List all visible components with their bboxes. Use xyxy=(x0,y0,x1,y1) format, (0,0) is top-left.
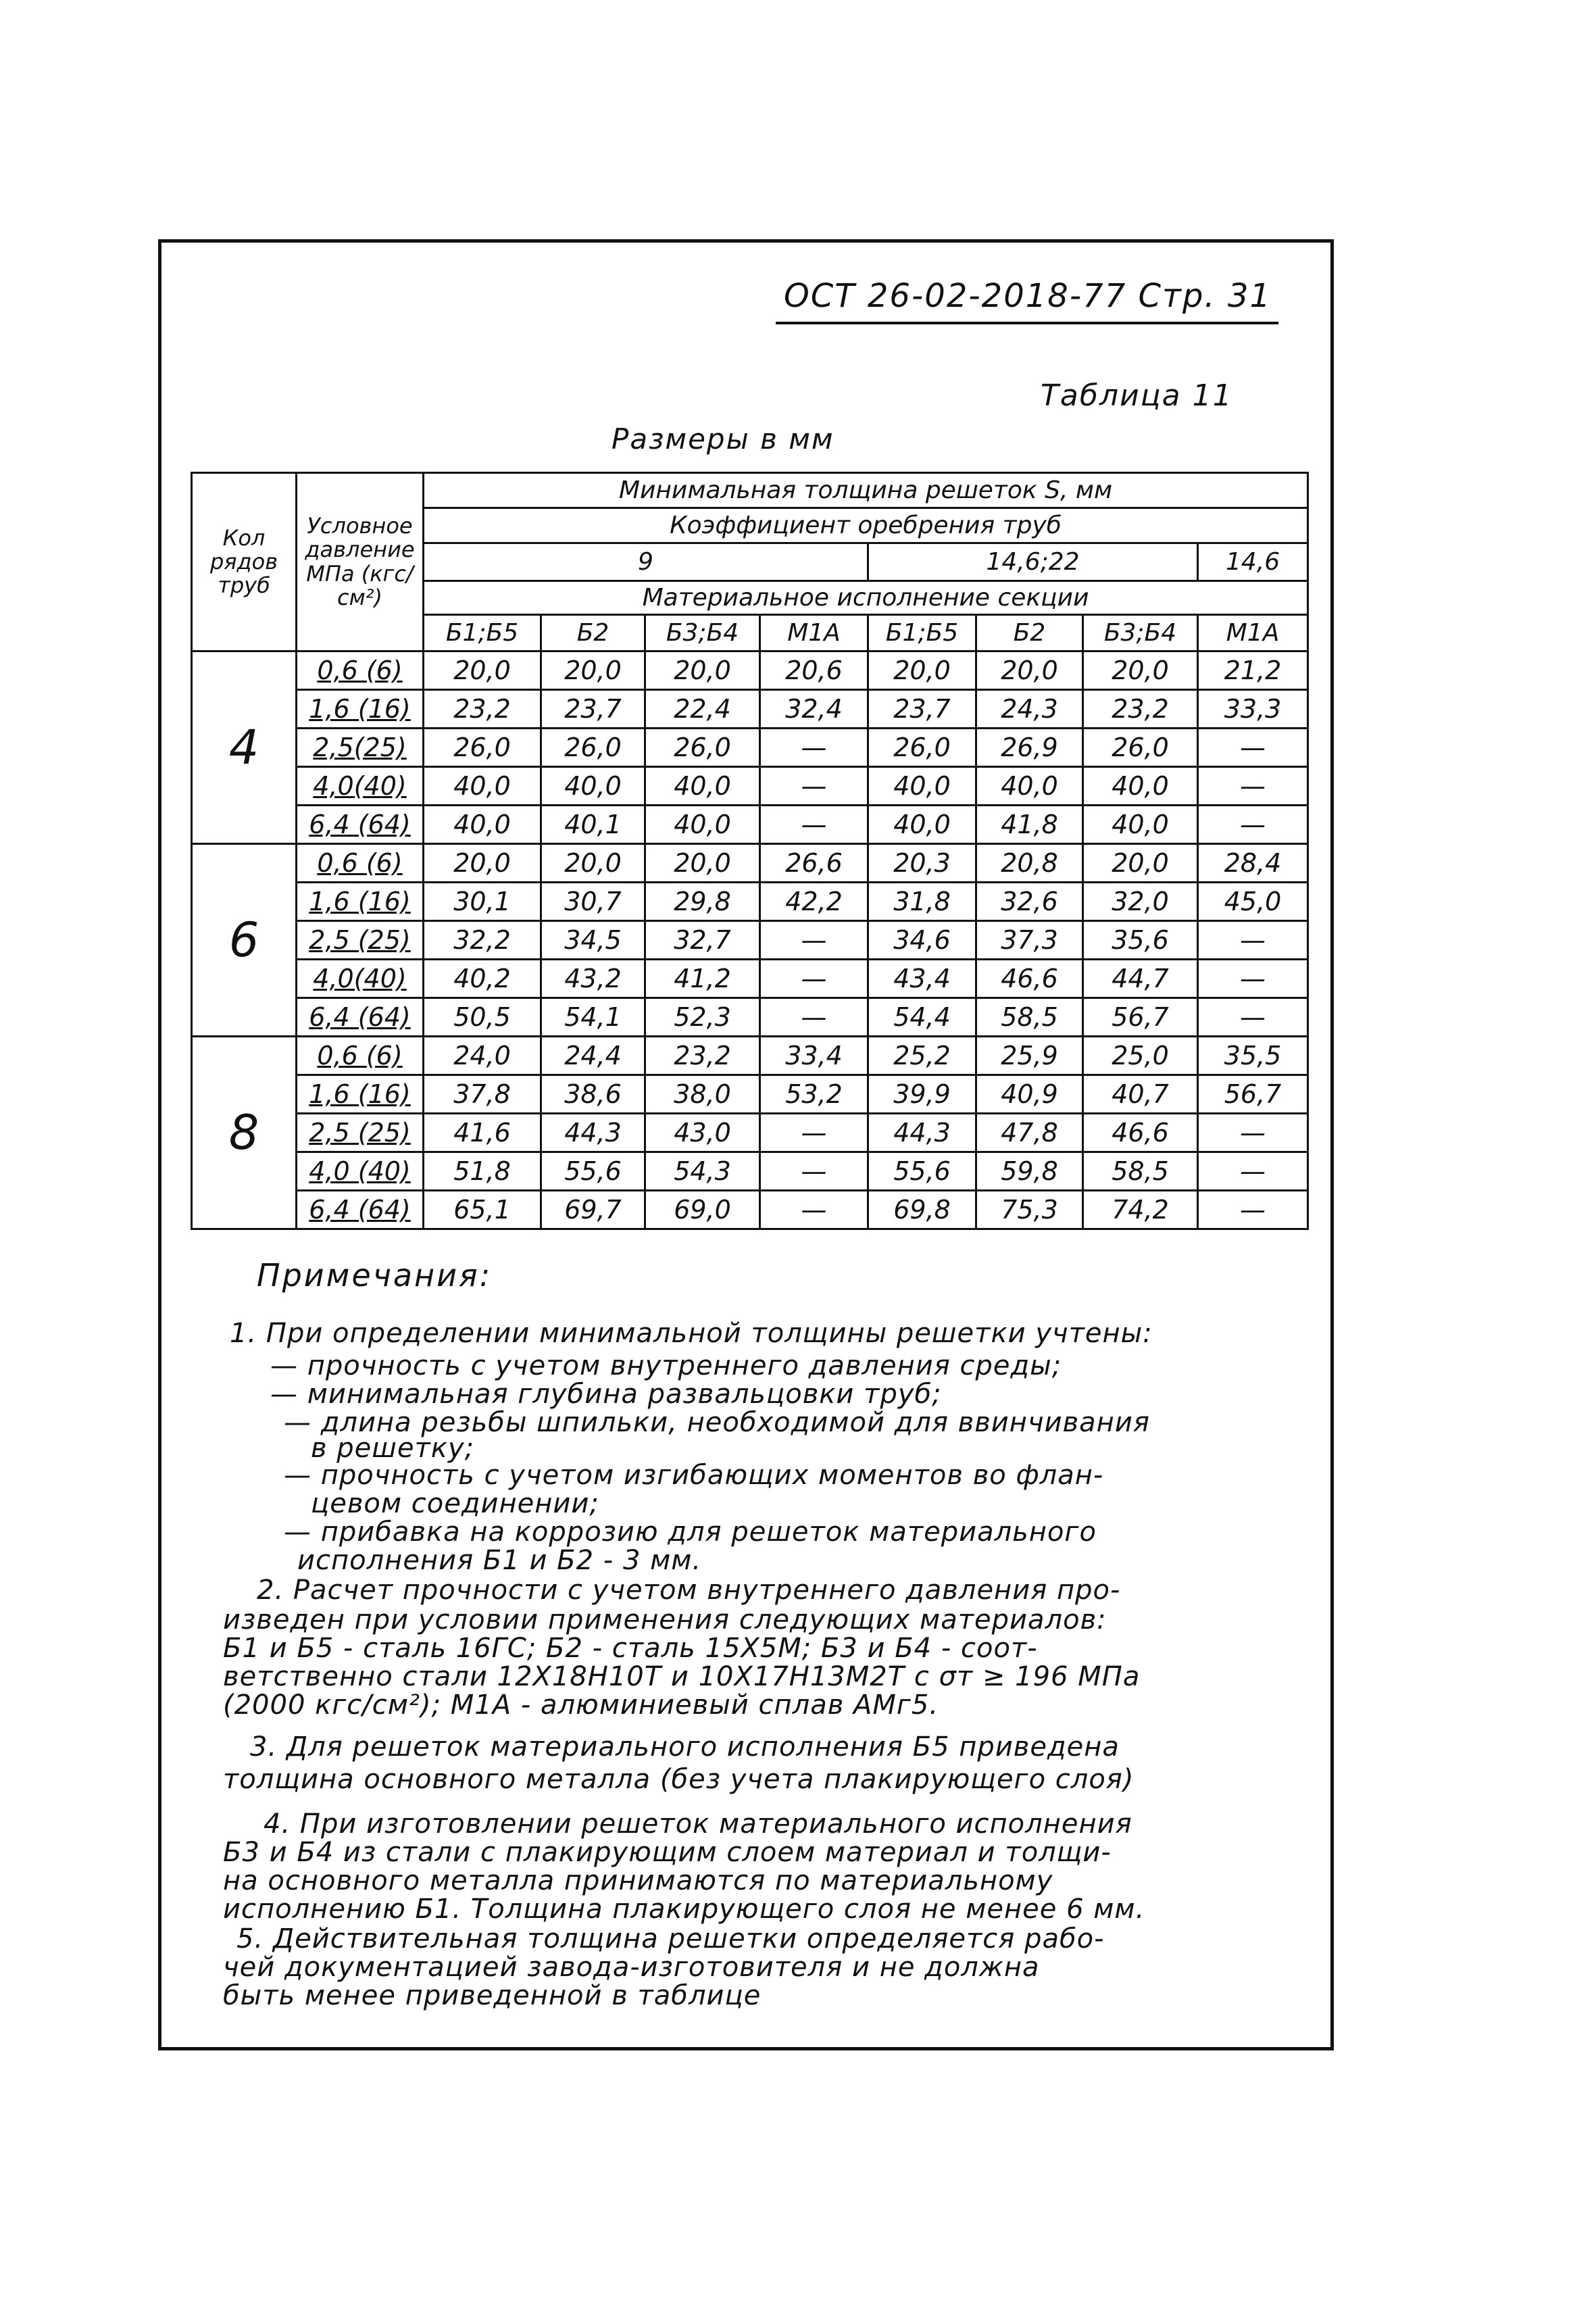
value-cell: — xyxy=(760,767,868,806)
value-cell: — xyxy=(760,1114,868,1152)
rows-count-cell: 8 xyxy=(192,1037,297,1229)
value-cell: 54,4 xyxy=(868,998,976,1037)
value-cell: 26,9 xyxy=(976,729,1083,767)
value-cell: 20,0 xyxy=(868,651,976,690)
value-cell: 46,6 xyxy=(976,960,1083,998)
value-cell: — xyxy=(1198,806,1308,844)
value-cell: 40,0 xyxy=(424,767,541,806)
note-line: Б3 и Б4 из стали с плакирующим слоем материал и толщи- xyxy=(223,1837,1112,1868)
note-line: 3. Для решеток материального исполнения Б5 приведена xyxy=(250,1731,1120,1763)
value-cell: 28,4 xyxy=(1198,844,1308,883)
value-cell: 69,7 xyxy=(541,1191,645,1229)
value-cell: — xyxy=(760,1152,868,1191)
pressure-cell: 0,6 (6) xyxy=(297,651,424,690)
table-row xyxy=(192,1152,1308,1191)
material-col: М1А xyxy=(760,615,868,651)
value-cell: 40,0 xyxy=(976,767,1083,806)
note-line: 2. Расчет прочности с учетом внутреннего давления про- xyxy=(257,1575,1121,1606)
value-cell: 22,4 xyxy=(645,690,760,729)
value-cell: 25,0 xyxy=(1083,1037,1198,1075)
material-col: М1А xyxy=(1198,615,1308,651)
value-cell: 26,0 xyxy=(868,729,976,767)
value-cell: 34,5 xyxy=(541,921,645,960)
value-cell: 20,8 xyxy=(976,844,1083,883)
pressure-cell: 6,4 (64) xyxy=(297,806,424,844)
rows-count-cell: 4 xyxy=(192,651,297,844)
table-row xyxy=(192,767,1308,806)
value-cell: 21,2 xyxy=(1198,651,1308,690)
value-cell: 74,2 xyxy=(1083,1191,1198,1229)
value-cell: — xyxy=(760,806,868,844)
value-cell: 75,3 xyxy=(976,1191,1083,1229)
value-cell: 40,0 xyxy=(645,806,760,844)
header-material: Материальное исполнение секции xyxy=(424,581,1308,615)
value-cell: 40,1 xyxy=(541,806,645,844)
rows-count-cell: 6 xyxy=(192,844,297,1037)
value-cell: 32,4 xyxy=(760,690,868,729)
table-row xyxy=(192,1191,1308,1229)
note-line: цевом соединении; xyxy=(311,1488,599,1519)
value-cell: 26,0 xyxy=(645,729,760,767)
value-cell: 37,3 xyxy=(976,921,1083,960)
header-coefficient: Коэффициент оребрения труб xyxy=(424,508,1308,543)
value-cell: 20,0 xyxy=(645,651,760,690)
value-cell: 54,3 xyxy=(645,1152,760,1191)
value-cell: 52,3 xyxy=(645,998,760,1037)
material-col: Б3;Б4 xyxy=(645,615,760,651)
value-cell: 69,0 xyxy=(645,1191,760,1229)
note-line: — минимальная глубина развальцовки труб; xyxy=(270,1379,942,1410)
value-cell: 55,6 xyxy=(541,1152,645,1191)
value-cell: — xyxy=(760,998,868,1037)
note-line: в решетку; xyxy=(311,1433,475,1464)
value-cell: — xyxy=(1198,998,1308,1037)
value-cell: 33,4 xyxy=(760,1037,868,1075)
value-cell: 41,8 xyxy=(976,806,1083,844)
value-cell: 20,0 xyxy=(541,651,645,690)
value-cell: 20,0 xyxy=(1083,651,1198,690)
note-line: ветственно стали 12Х18Н10Т и 10Х17Н13М2Т с σт ≥ 196 МПа xyxy=(223,1661,1141,1692)
note-line: (2000 кгс/см²); М1А - алюминиевый сплав АМг5. xyxy=(223,1690,939,1721)
value-cell: 50,5 xyxy=(424,998,541,1037)
table-row xyxy=(192,651,1308,690)
table-row xyxy=(192,806,1308,844)
material-col: Б1;Б5 xyxy=(424,615,541,651)
table-body xyxy=(192,651,1308,1229)
value-cell: 35,6 xyxy=(1083,921,1198,960)
value-cell: 69,8 xyxy=(868,1191,976,1229)
header-pressure: Условное давление МПа (кгс/см²) xyxy=(297,473,424,651)
value-cell: — xyxy=(1198,1114,1308,1152)
value-cell: 51,8 xyxy=(424,1152,541,1191)
value-cell: 40,0 xyxy=(1083,767,1198,806)
header-rule xyxy=(776,322,1278,324)
note-line: — прочность с учетом изгибающих моментов во флан- xyxy=(284,1460,1104,1491)
value-cell: 20,0 xyxy=(1083,844,1198,883)
material-col: Б2 xyxy=(541,615,645,651)
value-cell: 41,2 xyxy=(645,960,760,998)
value-cell: 33,3 xyxy=(1198,690,1308,729)
value-cell: 38,6 xyxy=(541,1075,645,1114)
value-cell: 40,2 xyxy=(424,960,541,998)
pressure-cell: 4,0(40) xyxy=(297,960,424,998)
value-cell: 40,0 xyxy=(1083,806,1198,844)
note-line: — прочность с учетом внутреннего давления среды; xyxy=(270,1350,1062,1381)
value-cell: 32,6 xyxy=(976,883,1083,921)
note-line: 5. Действительная толщина решетки определяется рабо- xyxy=(236,1923,1105,1954)
value-cell: 58,5 xyxy=(976,998,1083,1037)
value-cell: 32,0 xyxy=(1083,883,1198,921)
value-cell: 53,2 xyxy=(760,1075,868,1114)
table-row xyxy=(192,960,1308,998)
value-cell: 26,0 xyxy=(1083,729,1198,767)
value-cell: 23,7 xyxy=(541,690,645,729)
value-cell: 44,3 xyxy=(541,1114,645,1152)
pressure-cell: 1,6 (16) xyxy=(297,1075,424,1114)
value-cell: 42,2 xyxy=(760,883,868,921)
value-cell: 40,0 xyxy=(868,806,976,844)
note-line: исполнению Б1. Толщина плакирующего слоя не менее 6 мм. xyxy=(223,1894,1145,1925)
value-cell: — xyxy=(1198,1152,1308,1191)
header-min-thickness: Минимальная толщина решеток S, мм xyxy=(424,473,1308,508)
value-cell: 40,7 xyxy=(1083,1075,1198,1114)
value-cell: — xyxy=(760,729,868,767)
value-cell: 20,0 xyxy=(541,844,645,883)
value-cell: 24,0 xyxy=(424,1037,541,1075)
value-cell: 20,0 xyxy=(424,651,541,690)
value-cell: 30,7 xyxy=(541,883,645,921)
coef-group-2: 14,6;22 xyxy=(868,543,1198,581)
pressure-cell: 4,0(40) xyxy=(297,767,424,806)
value-cell: 35,5 xyxy=(1198,1037,1308,1075)
table-row xyxy=(192,844,1308,883)
value-cell: 40,0 xyxy=(541,767,645,806)
value-cell: 20,0 xyxy=(424,844,541,883)
value-cell: 40,9 xyxy=(976,1075,1083,1114)
value-cell: 30,1 xyxy=(424,883,541,921)
note-line: — длина резьбы шпильки, необходимой для ввинчивания xyxy=(284,1407,1150,1438)
table-row xyxy=(192,690,1308,729)
value-cell: 32,7 xyxy=(645,921,760,960)
table-row xyxy=(192,1075,1308,1114)
value-cell: — xyxy=(760,921,868,960)
value-cell: 40,0 xyxy=(868,767,976,806)
table-row xyxy=(192,1037,1308,1075)
value-cell: 23,7 xyxy=(868,690,976,729)
table-title: Таблица 11 xyxy=(1041,378,1233,413)
note-line: изведен при условии применения следующих материалов: xyxy=(223,1604,1107,1635)
value-cell: 20,0 xyxy=(645,844,760,883)
note-line: 4. При изготовлении решеток материального исполнения xyxy=(264,1808,1132,1840)
material-col: Б2 xyxy=(976,615,1083,651)
value-cell: 24,4 xyxy=(541,1037,645,1075)
value-cell: 56,7 xyxy=(1083,998,1198,1037)
value-cell: 31,8 xyxy=(868,883,976,921)
pressure-cell: 1,6 (16) xyxy=(297,690,424,729)
value-cell: 20,3 xyxy=(868,844,976,883)
value-cell: 41,6 xyxy=(424,1114,541,1152)
note-line: 1. При определении минимальной толщины решетки учтены: xyxy=(230,1318,1153,1349)
value-cell: 23,2 xyxy=(1083,690,1198,729)
note-line: чей документацией завода-изготовителя и не должна xyxy=(223,1952,1040,1983)
material-col: Б3;Б4 xyxy=(1083,615,1198,651)
note-line: — прибавка на коррозию для решеток материального xyxy=(284,1517,1097,1548)
pressure-cell: 4,0 (40) xyxy=(297,1152,424,1191)
units-caption: Размеры в мм xyxy=(612,422,834,456)
value-cell: 26,0 xyxy=(424,729,541,767)
material-col: Б1;Б5 xyxy=(868,615,976,651)
table-row xyxy=(192,921,1308,960)
value-cell: 65,1 xyxy=(424,1191,541,1229)
value-cell: — xyxy=(1198,767,1308,806)
pressure-cell: 2,5(25) xyxy=(297,729,424,767)
value-cell: 47,8 xyxy=(976,1114,1083,1152)
document-code: ОСТ 26-02-2018-77 Стр. 31 xyxy=(784,277,1272,315)
pressure-cell: 6,4 (64) xyxy=(297,998,424,1037)
value-cell: 26,6 xyxy=(760,844,868,883)
value-cell: 23,2 xyxy=(645,1037,760,1075)
value-cell: 43,4 xyxy=(868,960,976,998)
thickness-table xyxy=(191,472,1309,1230)
value-cell: 40,0 xyxy=(424,806,541,844)
header-rows-count: Кол рядов труб xyxy=(192,473,297,651)
table-row xyxy=(192,1114,1308,1152)
value-cell: 37,8 xyxy=(424,1075,541,1114)
value-cell: 23,2 xyxy=(424,690,541,729)
value-cell: — xyxy=(760,1191,868,1229)
note-line: исполнения Б1 и Б2 - 3 мм. xyxy=(297,1545,702,1576)
table-row xyxy=(192,998,1308,1037)
table-row xyxy=(192,883,1308,921)
note-line: толщина основного металла (без учета плакирующего слоя) xyxy=(223,1764,1134,1795)
value-cell: — xyxy=(760,960,868,998)
value-cell: 44,7 xyxy=(1083,960,1198,998)
value-cell: 54,1 xyxy=(541,998,645,1037)
note-line: на основного металла принимаются по материальному xyxy=(223,1865,1053,1896)
value-cell: 39,9 xyxy=(868,1075,976,1114)
value-cell: 43,2 xyxy=(541,960,645,998)
value-cell: — xyxy=(1198,960,1308,998)
value-cell: 43,0 xyxy=(645,1114,760,1152)
value-cell: 46,6 xyxy=(1083,1114,1198,1152)
pressure-cell: 0,6 (6) xyxy=(297,844,424,883)
value-cell: — xyxy=(1198,1191,1308,1229)
value-cell: 56,7 xyxy=(1198,1075,1308,1114)
value-cell: 20,0 xyxy=(976,651,1083,690)
value-cell: 58,5 xyxy=(1083,1152,1198,1191)
table-row xyxy=(192,729,1308,767)
value-cell: 20,6 xyxy=(760,651,868,690)
value-cell: 38,0 xyxy=(645,1075,760,1114)
pressure-cell: 0,6 (6) xyxy=(297,1037,424,1075)
value-cell: 25,9 xyxy=(976,1037,1083,1075)
value-cell: 25,2 xyxy=(868,1037,976,1075)
value-cell: 59,8 xyxy=(976,1152,1083,1191)
note-line: Б1 и Б5 - сталь 16ГС; Б2 - сталь 15Х5М; Б3 и Б4 - соот- xyxy=(223,1633,1038,1664)
value-cell: — xyxy=(1198,729,1308,767)
coef-group-3: 14,6 xyxy=(1198,543,1308,581)
pressure-cell: 2,5 (25) xyxy=(297,921,424,960)
value-cell: 45,0 xyxy=(1198,883,1308,921)
notes-heading: Примечания: xyxy=(257,1257,493,1294)
pressure-cell: 6,4 (64) xyxy=(297,1191,424,1229)
pressure-cell: 2,5 (25) xyxy=(297,1114,424,1152)
value-cell: 40,0 xyxy=(645,767,760,806)
value-cell: 34,6 xyxy=(868,921,976,960)
value-cell: 24,3 xyxy=(976,690,1083,729)
value-cell: 55,6 xyxy=(868,1152,976,1191)
value-cell: 29,8 xyxy=(645,883,760,921)
pressure-cell: 1,6 (16) xyxy=(297,883,424,921)
value-cell: 44,3 xyxy=(868,1114,976,1152)
note-line: быть менее приведенной в таблице xyxy=(223,1980,762,2011)
value-cell: — xyxy=(1198,921,1308,960)
value-cell: 26,0 xyxy=(541,729,645,767)
coef-group-1: 9 xyxy=(424,543,868,581)
value-cell: 32,2 xyxy=(424,921,541,960)
